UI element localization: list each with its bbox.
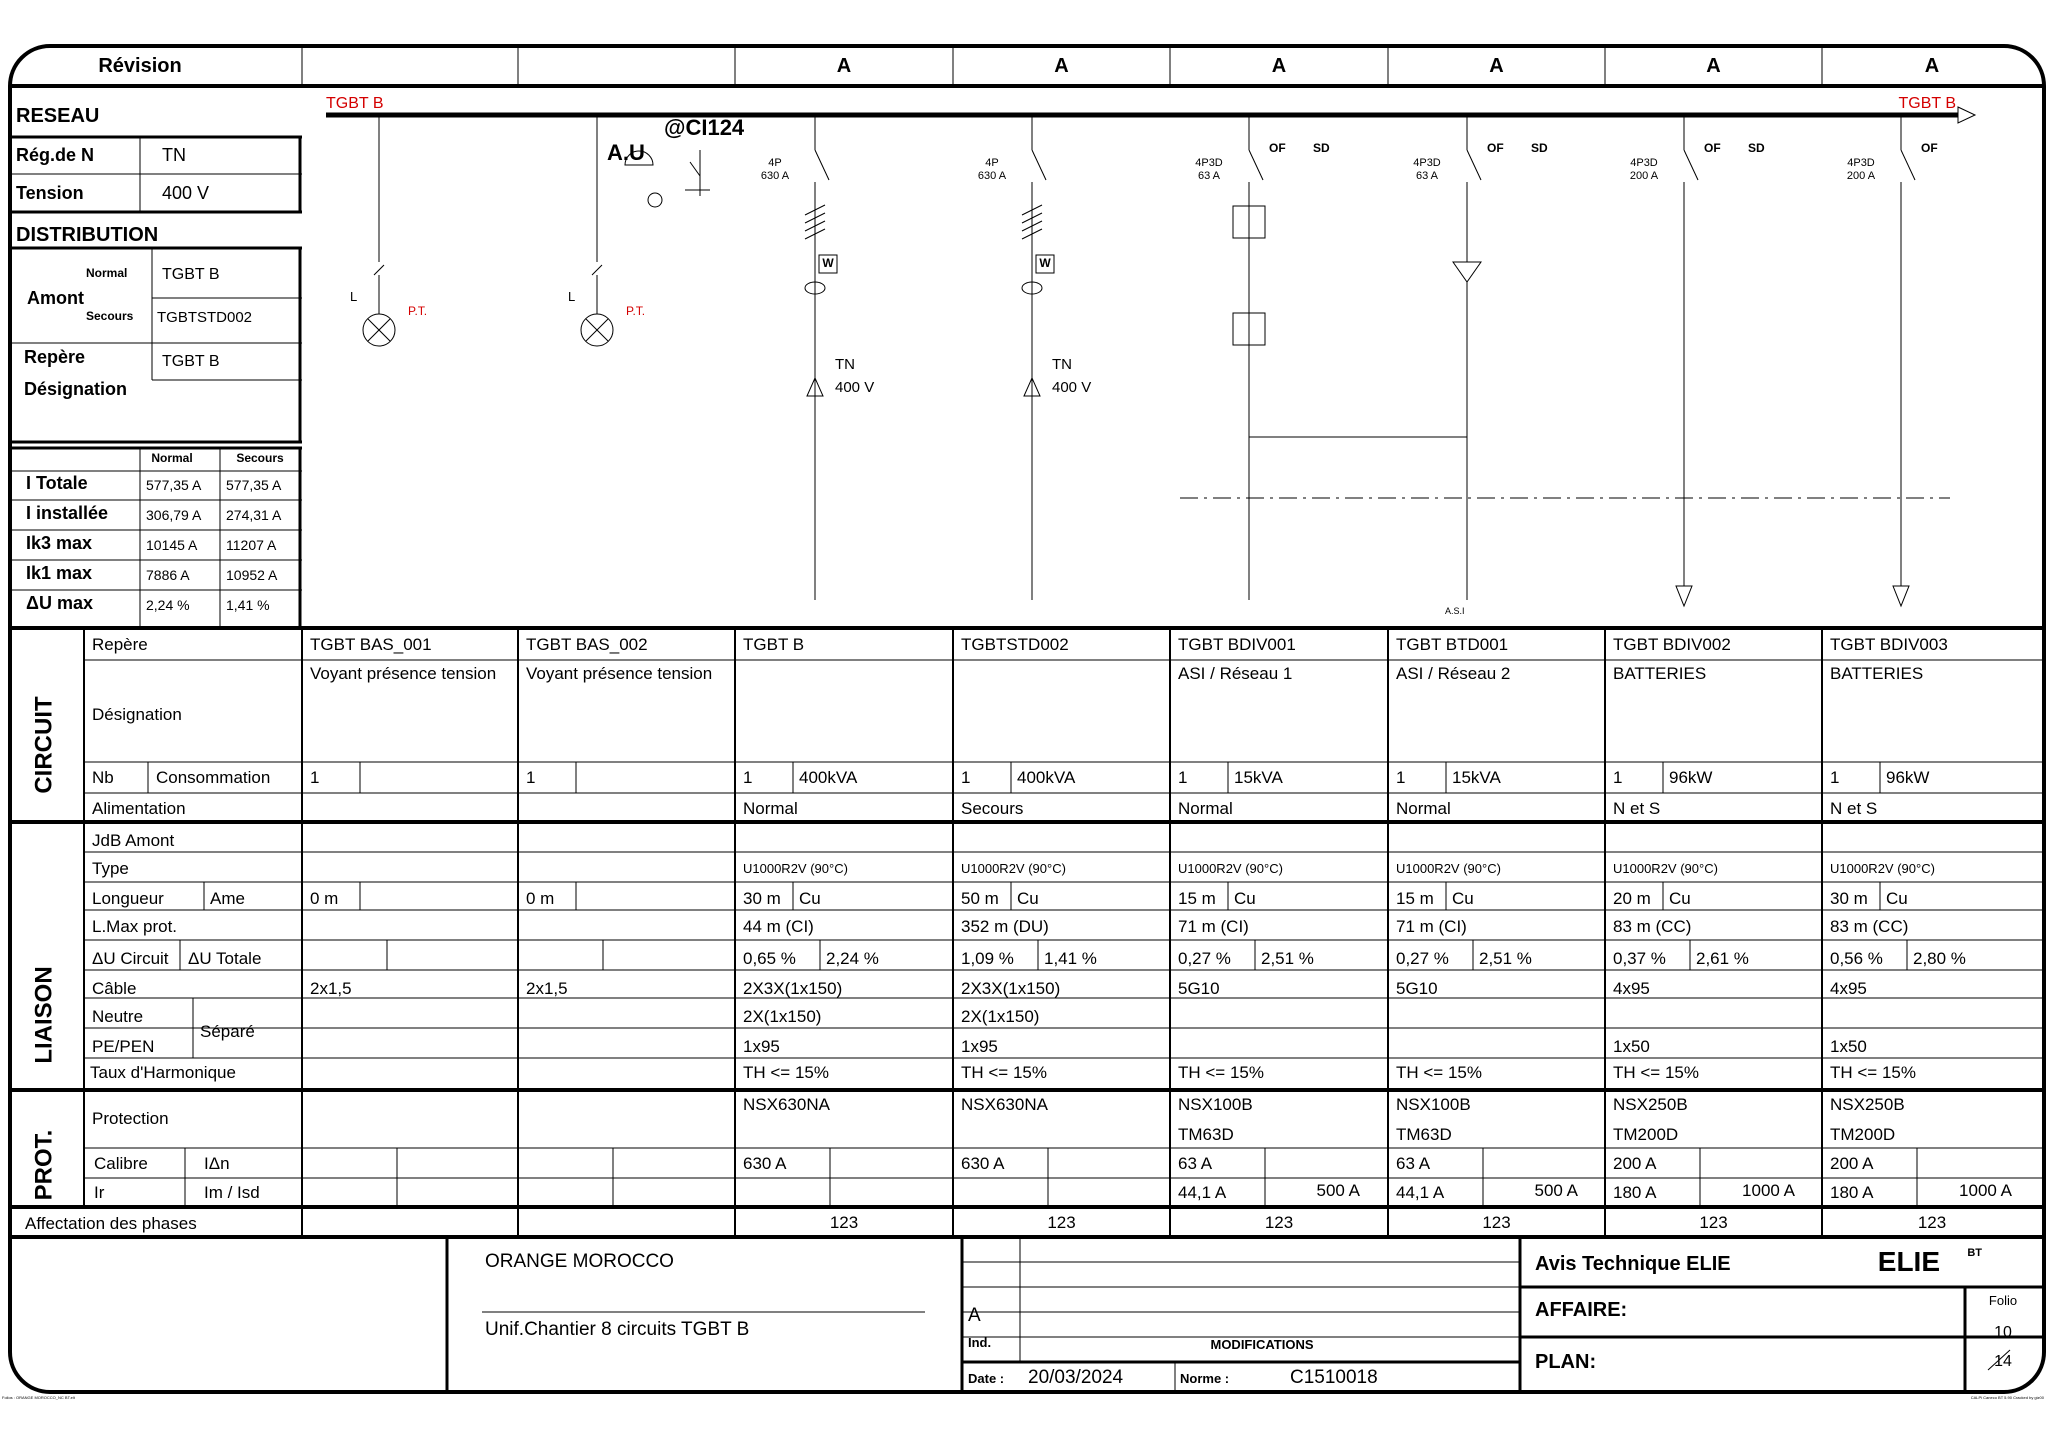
circuit-repere: TGBT BTD001 <box>1396 635 1509 654</box>
circuit-repere: TGBT BAS_001 <box>310 635 432 654</box>
row-label-alimentation: Alimentation <box>92 799 186 818</box>
circuit-designation: Voyant présence tension <box>310 664 497 683</box>
harmonic-rate: TH <= 15% <box>1613 1063 1699 1082</box>
circuit-designation: ASI / Réseau 2 <box>1396 664 1511 683</box>
bus-label-left: TGBT B <box>326 95 384 112</box>
calibre: 630 A <box>961 1154 1005 1173</box>
cable-section: 2x1,5 <box>310 979 352 998</box>
phase-assignment: 123 <box>1482 1213 1511 1232</box>
circuit-repere: TGBT BDIV001 <box>1178 635 1296 654</box>
calibre: 630 A <box>743 1154 787 1173</box>
circuit-nb: 1 <box>310 768 320 787</box>
cable-section: 2x1,5 <box>526 979 568 998</box>
emergency-switch <box>690 162 700 176</box>
footer-left: Folios : ORANGE MOROCCO_NC BT.elt <box>2 1395 75 1400</box>
revision-value: A <box>1054 55 1069 77</box>
du-circuit: 0,56 % <box>1830 949 1883 968</box>
phase-assignment: 123 <box>1699 1213 1728 1232</box>
row-label-separe: Séparé <box>200 1022 255 1041</box>
cable-section: 5G10 <box>1178 979 1220 998</box>
circuit-section-label: CIRCUIT <box>30 696 58 794</box>
pe-section: 1x95 <box>743 1037 780 1056</box>
harmonic-rate: TH <= 15% <box>1178 1063 1264 1082</box>
date-value: 20/03/2024 <box>1028 1367 1124 1388</box>
cable-core: Cu <box>1234 889 1256 908</box>
du-circuit: 0,27 % <box>1178 949 1231 968</box>
circuit-nb: 1 <box>1830 768 1840 787</box>
harmonic-rate: TH <= 15% <box>743 1063 829 1082</box>
breaker-poles: 4P3D <box>1195 157 1223 169</box>
lmax-prot: 83 m (CC) <box>1613 917 1692 936</box>
bus-label-right: TGBT B <box>1898 95 1956 112</box>
avis-label: Avis Technique ELIE <box>1535 1253 1731 1275</box>
row-label-type: Type <box>92 859 129 878</box>
breaker-contact <box>1249 150 1263 180</box>
breaker-poles: 4P3D <box>1630 157 1658 169</box>
breaker-contact <box>1684 150 1698 180</box>
current-normal-value: 10145 A <box>146 537 198 553</box>
normal-value: TGBT B <box>162 266 220 283</box>
du-totale: 1,41 % <box>1044 949 1097 968</box>
elie-logo: ELIE <box>1877 1246 1940 1277</box>
cable-length: 50 m <box>961 889 999 908</box>
du-totale: 2,51 % <box>1261 949 1314 968</box>
amont-label: Amont <box>27 288 84 308</box>
cable-length: 30 m <box>1830 889 1868 908</box>
circuit-nb: 1 <box>1396 768 1406 787</box>
thyristor-icon <box>1453 262 1481 282</box>
protection-device: NSX250B <box>1613 1095 1688 1114</box>
current-normal-value: 7886 A <box>146 567 190 583</box>
reg-label: Rég.de N <box>16 145 95 165</box>
protection-device: NSX100B <box>1396 1095 1471 1114</box>
of-label: OF <box>1921 141 1938 155</box>
prot-section-label: PROT. <box>29 1129 57 1201</box>
calibre: 63 A <box>1178 1154 1213 1173</box>
row-label-nb: Nb <box>92 768 114 787</box>
lamp-pt-label: P.T. <box>408 304 428 318</box>
lamp-l-label: L <box>350 289 358 304</box>
folio-total: 14 <box>1994 1353 2012 1370</box>
sd-label: SD <box>1748 141 1765 155</box>
tn-label: TN <box>835 356 855 373</box>
calibre: 200 A <box>1613 1154 1657 1173</box>
du-totale: 2,80 % <box>1913 949 1966 968</box>
cable-type: U1000R2V (90°C) <box>1613 861 1718 876</box>
row-label-designation: Désignation <box>92 705 182 724</box>
current-row-label: Ik3 max <box>26 533 93 553</box>
affaire-label: AFFAIRE: <box>1535 1299 1628 1321</box>
calibre: 63 A <box>1396 1154 1431 1173</box>
revision-value: A <box>1271 55 1287 77</box>
circuit-repere: TGBT BDIV002 <box>1613 635 1731 654</box>
current-secours-value: 274,31 A <box>226 507 282 523</box>
au-label: A.U <box>607 140 645 165</box>
breaker-rating: 63 A <box>1415 170 1439 182</box>
cable-type: U1000R2V (90°C) <box>743 861 848 876</box>
circuit-repere: TGBT BAS_002 <box>526 635 648 654</box>
tn-label: TN <box>1052 356 1072 373</box>
load-arrow-icon <box>1893 586 1909 606</box>
tn-voltage: 400 V <box>1052 379 1092 396</box>
breaker-poles: 4P3D <box>1847 157 1875 169</box>
cable-length: 20 m <box>1613 889 1651 908</box>
row-label-ame: Ame <box>210 889 245 908</box>
busbar-arrow <box>1958 107 1975 123</box>
ir: 44,1 A <box>1178 1183 1227 1202</box>
im-isd: 1000 A <box>1742 1181 1795 1200</box>
protection-device: NSX630NA <box>961 1095 1048 1114</box>
circuit-designation: BATTERIES <box>1830 664 1924 683</box>
cable-length: 30 m <box>743 889 781 908</box>
breaker-poles: 4P3D <box>1413 157 1441 169</box>
circuit-consommation: 96kW <box>1886 768 1930 787</box>
current-secours-value: 577,35 A <box>226 477 282 493</box>
cable-type: U1000R2V (90°C) <box>1178 861 1283 876</box>
ir: 180 A <box>1613 1183 1657 1202</box>
cable-core: Cu <box>799 889 821 908</box>
circuit-alimentation: N et S <box>1830 799 1878 818</box>
protection-trip-unit: TM200D <box>1830 1125 1896 1144</box>
protection-device: NSX250B <box>1830 1095 1905 1114</box>
current-normal-value: 2,24 % <box>146 597 190 613</box>
cable-section: 4x95 <box>1830 979 1867 998</box>
elie-logo-sup: BT <box>1967 1247 1982 1259</box>
row-label-du_circuit: ΔU Circuit <box>92 949 169 968</box>
lmax-prot: 71 m (CI) <box>1178 917 1249 936</box>
du-circuit: 0,37 % <box>1613 949 1666 968</box>
breaker-rating: 630 A <box>977 170 1007 182</box>
lmax-prot: 44 m (CI) <box>743 917 814 936</box>
of-label: OF <box>1487 141 1504 155</box>
phase-assignment: 123 <box>1917 1213 1947 1232</box>
cable-section: 4x95 <box>1613 979 1650 998</box>
circuit-nb: 1 <box>1613 768 1623 787</box>
circuit-designation: Voyant présence tension <box>526 664 713 683</box>
reseau-title: RESEAU <box>16 105 100 127</box>
folio-number: 10 <box>1994 1324 2012 1341</box>
revision-value: A <box>1489 55 1504 77</box>
current-row-label: I Totale <box>26 473 88 493</box>
row-label-lmax: L.Max prot. <box>92 917 178 936</box>
row-label-neutre: Neutre <box>92 1007 144 1026</box>
circuit-consommation: 15kVA <box>1234 768 1283 787</box>
cable-type: U1000R2V (90°C) <box>1830 861 1935 876</box>
breaker-poles: 4P <box>768 157 782 169</box>
asi-label: A.S.I <box>1445 606 1465 616</box>
circuit-consommation: 400kVA <box>799 768 858 787</box>
lmax-prot: 83 m (CC) <box>1830 917 1909 936</box>
distribution-title: DISTRIBUTION <box>16 224 159 246</box>
circuit-alimentation: Normal <box>1396 799 1451 818</box>
cable-section: 2X3X(1x150) <box>961 979 1061 998</box>
norme-value: C1510018 <box>1290 1367 1378 1388</box>
phase-assignment: 123 <box>1264 1213 1294 1232</box>
project-name: Unif.Chantier 8 circuits TGBT B <box>485 1319 750 1340</box>
current-normal-value: 577,35 A <box>146 477 202 493</box>
cable-type: U1000R2V (90°C) <box>1396 861 1501 876</box>
circuit-alimentation: N et S <box>1613 799 1661 818</box>
load-arrow-icon <box>1676 586 1692 606</box>
normal-label: Normal <box>86 266 128 280</box>
du-circuit: 0,65 % <box>743 949 796 968</box>
phase-assignment: 123 <box>829 1213 859 1232</box>
norme-label: Norme : <box>1180 1371 1230 1386</box>
cable-core: Cu <box>1017 889 1039 908</box>
row-label-consommation: Consommation <box>156 768 271 787</box>
breaker-contact <box>815 150 829 180</box>
cable-length: 0 m <box>310 889 339 908</box>
current-row-label: ΔU max <box>26 593 93 613</box>
du-circuit: 1,09 % <box>961 949 1014 968</box>
breaker-rating: 63 A <box>1197 170 1221 182</box>
circuit-nb: 1 <box>743 768 753 787</box>
row-label-affectation: Affectation des phases <box>25 1214 197 1233</box>
current-normal-value: 306,79 A <box>146 507 202 523</box>
ir: 44,1 A <box>1396 1183 1445 1202</box>
tension-label: Tension <box>16 183 84 203</box>
ir: 180 A <box>1830 1183 1874 1202</box>
harmonic-rate: TH <= 15% <box>961 1063 1047 1082</box>
circuit-alimentation: Normal <box>743 799 798 818</box>
col-secours-header: Secours <box>236 451 284 465</box>
cable-core: Cu <box>1669 889 1691 908</box>
circuit-consommation: 96kW <box>1669 768 1713 787</box>
du-circuit: 0,27 % <box>1396 949 1449 968</box>
du-totale: 2,61 % <box>1696 949 1749 968</box>
phase-assignment: 123 <box>1047 1213 1076 1232</box>
pe-section: 1x95 <box>961 1037 998 1056</box>
modifications-label: MODIFICATIONS <box>1210 1337 1314 1352</box>
breaker-rating: 200 A <box>1846 170 1876 182</box>
revision-value: A <box>836 55 852 77</box>
protection-trip-unit: TM63D <box>1396 1125 1452 1144</box>
sd-label: SD <box>1531 141 1548 155</box>
secours-value: TGBTSTD002 <box>157 309 253 326</box>
breaker-contact <box>1032 150 1046 180</box>
circuit-consommation: 15kVA <box>1452 768 1501 787</box>
tension-value: 400 V <box>162 183 210 203</box>
revision-value: A <box>1924 55 1940 77</box>
lmax-prot: 71 m (CI) <box>1396 917 1467 936</box>
circuit-alimentation: Secours <box>961 799 1024 818</box>
cable-section: 2X3X(1x150) <box>743 979 843 998</box>
w-label: W <box>822 256 834 270</box>
breaker-poles: 4P <box>985 157 999 169</box>
circuit-nb: 1 <box>961 768 971 787</box>
cable-length: 15 m <box>1396 889 1434 908</box>
harmonic-rate: TH <= 15% <box>1830 1063 1916 1082</box>
tn-voltage: 400 V <box>835 379 875 396</box>
revision-label: Révision <box>98 55 182 77</box>
row-label-idn: IΔn <box>204 1154 230 1173</box>
ind-label: Ind. <box>968 1335 992 1350</box>
plan-label: PLAN: <box>1535 1351 1597 1373</box>
im-isd: 1000 A <box>1959 1181 2012 1200</box>
current-secours-value: 11207 A <box>226 537 277 553</box>
cable-length: 0 m <box>526 889 555 908</box>
neutral-section: 2X(1x150) <box>961 1007 1040 1026</box>
circuit-designation: BATTERIES <box>1613 664 1707 683</box>
circuit-alimentation: Normal <box>1178 799 1233 818</box>
lmax-prot: 352 m (DU) <box>961 917 1049 936</box>
row-label-repere: Repère <box>92 635 148 654</box>
circuit-repere: TGBT B <box>743 635 805 654</box>
current-secours-value: 1,41 % <box>226 597 270 613</box>
key-lock-icon <box>648 193 662 207</box>
current-secours-value: 10952 A <box>226 567 278 583</box>
lamp-l-label: L <box>568 289 576 304</box>
protection-trip-unit: TM63D <box>1178 1125 1234 1144</box>
neutral-section: 2X(1x150) <box>743 1007 822 1026</box>
liaison-section-label: LIAISON <box>30 966 58 1064</box>
lamp-pt-label: P.T. <box>626 304 646 318</box>
im-isd: 500 A <box>1534 1181 1578 1200</box>
protection-trip-unit: TM200D <box>1613 1125 1679 1144</box>
client-name: ORANGE MOROCCO <box>485 1251 674 1272</box>
row-label-im: Im / Isd <box>204 1183 260 1202</box>
circuit-nb: 1 <box>1178 768 1188 787</box>
pe-section: 1x50 <box>1830 1037 1867 1056</box>
row-label-ir: Ir <box>94 1183 105 1202</box>
w-label: W <box>1039 256 1051 270</box>
current-row-label: I installée <box>26 503 109 523</box>
fuse-symbol <box>592 265 602 275</box>
circuit-designation: ASI / Réseau 1 <box>1178 664 1293 683</box>
row-label-protection: Protection <box>92 1109 169 1128</box>
current-row-label: Ik1 max <box>26 563 93 583</box>
revision-value: A <box>1706 55 1721 77</box>
ci-label: @CI124 <box>664 115 745 140</box>
du-totale: 2,24 % <box>826 949 879 968</box>
cable-core: Cu <box>1886 889 1908 908</box>
cable-length: 15 m <box>1178 889 1216 908</box>
col-normal-header: Normal <box>151 451 193 465</box>
calibre: 200 A <box>1830 1154 1874 1173</box>
harmonic-rate: TH <= 15% <box>1396 1063 1482 1082</box>
du-totale: 2,51 % <box>1479 949 1532 968</box>
secours-label: Secours <box>86 309 134 323</box>
breaker-contact <box>1901 150 1915 180</box>
protection-device: NSX100B <box>1178 1095 1253 1114</box>
of-label: OF <box>1269 141 1286 155</box>
reg-value: TN <box>162 145 186 165</box>
outer-frame <box>10 46 2044 1392</box>
circuit-consommation: 400kVA <box>1017 768 1076 787</box>
pe-section: 1x50 <box>1613 1037 1650 1056</box>
circuit-nb: 1 <box>526 768 536 787</box>
folio-label: Folio <box>1988 1293 2018 1308</box>
footer-right: CALPi Caneco BT 5.90 Cracked by giz00 <box>1970 1395 2044 1400</box>
repere-value: TGBT B <box>162 353 220 370</box>
breaker-rating: 630 A <box>760 170 790 182</box>
row-label-longueur: Longueur <box>92 889 164 908</box>
im-isd: 500 A <box>1316 1181 1360 1200</box>
rev-letter: A <box>968 1305 981 1326</box>
cable-core: Cu <box>1452 889 1474 908</box>
row-label-cable: Câble <box>92 979 137 998</box>
breaker-rating: 200 A <box>1629 170 1659 182</box>
date-label: Date : <box>968 1371 1005 1386</box>
repere-label: Repère <box>24 347 86 367</box>
fuse-symbol <box>374 265 384 275</box>
circuit-repere: TGBT BDIV003 <box>1830 635 1948 654</box>
breaker-contact <box>1467 150 1481 180</box>
circuit-repere: TGBTSTD002 <box>961 635 1069 654</box>
row-label-pe_pen: PE/PEN <box>92 1037 155 1056</box>
protection-device: NSX630NA <box>743 1095 830 1114</box>
row-label-calibre: Calibre <box>94 1154 148 1173</box>
cable-type: U1000R2V (90°C) <box>961 861 1066 876</box>
row-label-taux: Taux d'Harmonique <box>90 1063 236 1082</box>
row-label-jdb_amont: JdB Amont <box>92 831 175 850</box>
designation-label: Désignation <box>24 379 128 399</box>
of-label: OF <box>1704 141 1721 155</box>
cable-section: 5G10 <box>1396 979 1438 998</box>
row-label-du_totale: ΔU Totale <box>188 949 262 968</box>
sd-label: SD <box>1313 141 1330 155</box>
